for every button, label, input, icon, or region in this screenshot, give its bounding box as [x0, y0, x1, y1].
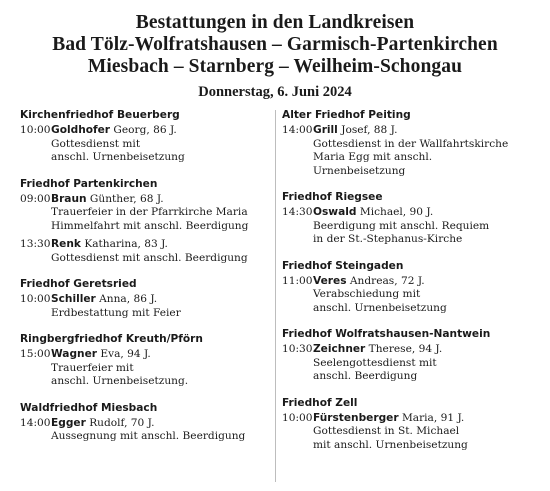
deceased-given-name-age: Günther, 68 J.: [89, 192, 164, 205]
title-line-1: Bestattungen in den Landkreisen: [135, 12, 415, 33]
deceased-name-line: [313, 124, 544, 138]
burial-info: [313, 412, 544, 453]
service-description: Gottesdienst in der Wallfahrtskirche: [313, 137, 509, 150]
cemetery-section: [282, 108, 544, 178]
burial-time: 10:00: [20, 124, 51, 136]
cemetery-name: Friedhof Steingaden: [282, 259, 404, 272]
cemetery-name: Waldfriedhof Miesbach: [20, 401, 158, 414]
deceased-surname: Veres: [313, 274, 347, 287]
burial-info: [313, 124, 544, 178]
notice-header: [0, 0, 550, 101]
deceased-surname: Oswald: [313, 206, 357, 218]
burial-time: 09:00: [20, 192, 51, 205]
cemetery-section: [20, 108, 270, 165]
service-description: Gottesdienst mit: [51, 137, 141, 150]
service-description: Erdbestattung mit Feier: [51, 306, 181, 319]
deceased-surname: Egger: [51, 416, 86, 429]
deceased-given-name-age: Michael, 90 J.: [359, 206, 434, 218]
service-description: Seelengottesdienst mit: [313, 356, 437, 369]
burial-time: 14:00: [20, 416, 51, 429]
burial-entry: [282, 124, 544, 178]
deceased-name-line: [51, 238, 270, 252]
deceased-name-line: [51, 193, 270, 207]
burial-info: [313, 275, 544, 316]
service-description: Urnenbeisetzung: [313, 164, 406, 177]
cemetery-name: Alter Friedhof Peiting: [282, 109, 411, 121]
cemetery-section: [20, 401, 270, 444]
title-line-3: Miesbach – Starnberg – Weilheim-Schongau: [87, 56, 463, 77]
service-description: in der St.-Stephanus-Kirche: [313, 233, 463, 245]
service-description: anschl. Urnenbeisetzung: [51, 151, 185, 163]
deceased-name-line: [313, 275, 544, 289]
deceased-name-line: [51, 417, 270, 431]
cemetery-name: Friedhof Riegsee: [282, 191, 383, 203]
cemetery-section: [20, 177, 270, 266]
burial-info: [51, 417, 270, 444]
burial-entry: [282, 275, 544, 316]
deceased-surname: Renk: [51, 238, 81, 250]
burial-time: 13:30: [20, 238, 51, 250]
burial-entry: [282, 343, 544, 384]
deceased-surname: Grill: [313, 124, 338, 136]
deceased-given-name-age: Therese, 94 J.: [368, 343, 443, 355]
burial-entry: [20, 293, 270, 320]
burial-info: [51, 293, 270, 320]
burial-info: [51, 193, 270, 234]
burial-time: 14:00: [282, 124, 313, 136]
burial-entry: [20, 348, 270, 389]
deceased-surname: Schiller: [51, 293, 96, 305]
cemetery-section: [282, 259, 544, 316]
deceased-given-name-age: Eva, 94 J.: [100, 348, 151, 360]
burial-time: 14:30: [282, 206, 313, 218]
burial-info: [313, 343, 544, 384]
burial-time: 10:00: [282, 411, 313, 424]
deceased-given-name-age: Andreas, 72 J.: [349, 274, 425, 287]
deceased-given-name-age: Rudolf, 70 J.: [89, 416, 155, 429]
deceased-name-line: [51, 124, 270, 138]
deceased-given-name-age: Maria, 91 J.: [401, 411, 465, 424]
cemetery-section: [20, 277, 270, 320]
burial-time: 10:30: [282, 343, 313, 355]
service-description: Aussegnung mit anschl. Beerdigung: [51, 430, 246, 442]
cemetery-section: [282, 327, 544, 384]
deceased-name-line: [313, 206, 544, 220]
deceased-surname: Braun: [51, 192, 87, 205]
burial-entry: [282, 412, 544, 453]
burial-entry: [282, 206, 544, 247]
deceased-name-line: [313, 343, 544, 357]
notice-date: Donnerstag, 6. Juni 2024: [198, 84, 352, 100]
deceased-surname: Goldhofer: [51, 124, 111, 136]
service-description: Beerdigung mit anschl. Requiem: [313, 219, 490, 232]
deceased-surname: Fürstenberger: [313, 411, 399, 424]
burial-entry: [20, 124, 270, 165]
left-column: [20, 108, 270, 456]
burial-entry: [20, 417, 270, 444]
cemetery-section: [20, 332, 270, 389]
deceased-given-name-age: Katharina, 83 J.: [84, 238, 168, 250]
burial-time: 11:00: [282, 274, 313, 287]
service-description: Trauerfeier in der Pfarrkirche Maria: [51, 206, 248, 218]
cemetery-section: [282, 396, 544, 453]
burial-info: [313, 206, 544, 247]
service-description: Gottesdienst in St. Michael: [313, 425, 460, 437]
burial-info: [51, 238, 270, 265]
burial-time: 10:00: [20, 293, 51, 305]
deceased-name-line: [51, 348, 270, 362]
service-description: anschl. Urnenbeisetzung: [313, 301, 447, 314]
deceased-given-name-age: Anna, 86 J.: [99, 293, 158, 305]
service-description: Gottesdienst mit anschl. Beerdigung: [51, 251, 248, 264]
deceased-surname: Wagner: [51, 348, 97, 360]
cemetery-name: Friedhof Zell: [282, 396, 358, 409]
service-description: Trauerfeier mit: [51, 361, 134, 374]
burial-info: [51, 124, 270, 165]
title-line-2: Bad Tölz-Wolfratshausen – Garmisch-Partenkirchen: [52, 34, 498, 55]
deceased-given-name-age: Georg, 86 J.: [113, 124, 177, 136]
service-description: anschl. Urnenbeisetzung.: [51, 375, 189, 387]
service-description: Verabschiedung mit: [313, 288, 421, 300]
burial-entry: [20, 193, 270, 234]
cemetery-name: Kirchenfriedhof Beuerberg: [20, 109, 180, 121]
burial-info: [51, 348, 270, 389]
service-description: Maria Egg mit anschl.: [313, 151, 433, 163]
service-description: anschl. Beerdigung: [313, 370, 418, 382]
cemetery-name: Friedhof Geretsried: [20, 278, 137, 290]
deceased-name-line: [313, 412, 544, 426]
deceased-given-name-age: Josef, 88 J.: [341, 124, 398, 136]
cemetery-name: Friedhof Wolfratshausen-Nantwein: [282, 328, 491, 340]
right-column: [282, 108, 544, 464]
cemetery-name: Friedhof Partenkirchen: [20, 177, 158, 190]
service-description: Himmelfahrt mit anschl. Beerdigung: [51, 219, 249, 232]
burial-entry: [20, 238, 270, 265]
cemetery-section: [282, 190, 544, 247]
column-divider: [275, 110, 276, 482]
listing-columns: [0, 108, 550, 491]
deceased-surname: Zeichner: [313, 343, 366, 355]
burial-time: 15:00: [20, 348, 51, 360]
deceased-name-line: [51, 293, 270, 307]
cemetery-name: Ringbergfriedhof Kreuth/Pförn: [20, 333, 203, 345]
service-description: mit anschl. Urnenbeisetzung: [313, 438, 468, 451]
